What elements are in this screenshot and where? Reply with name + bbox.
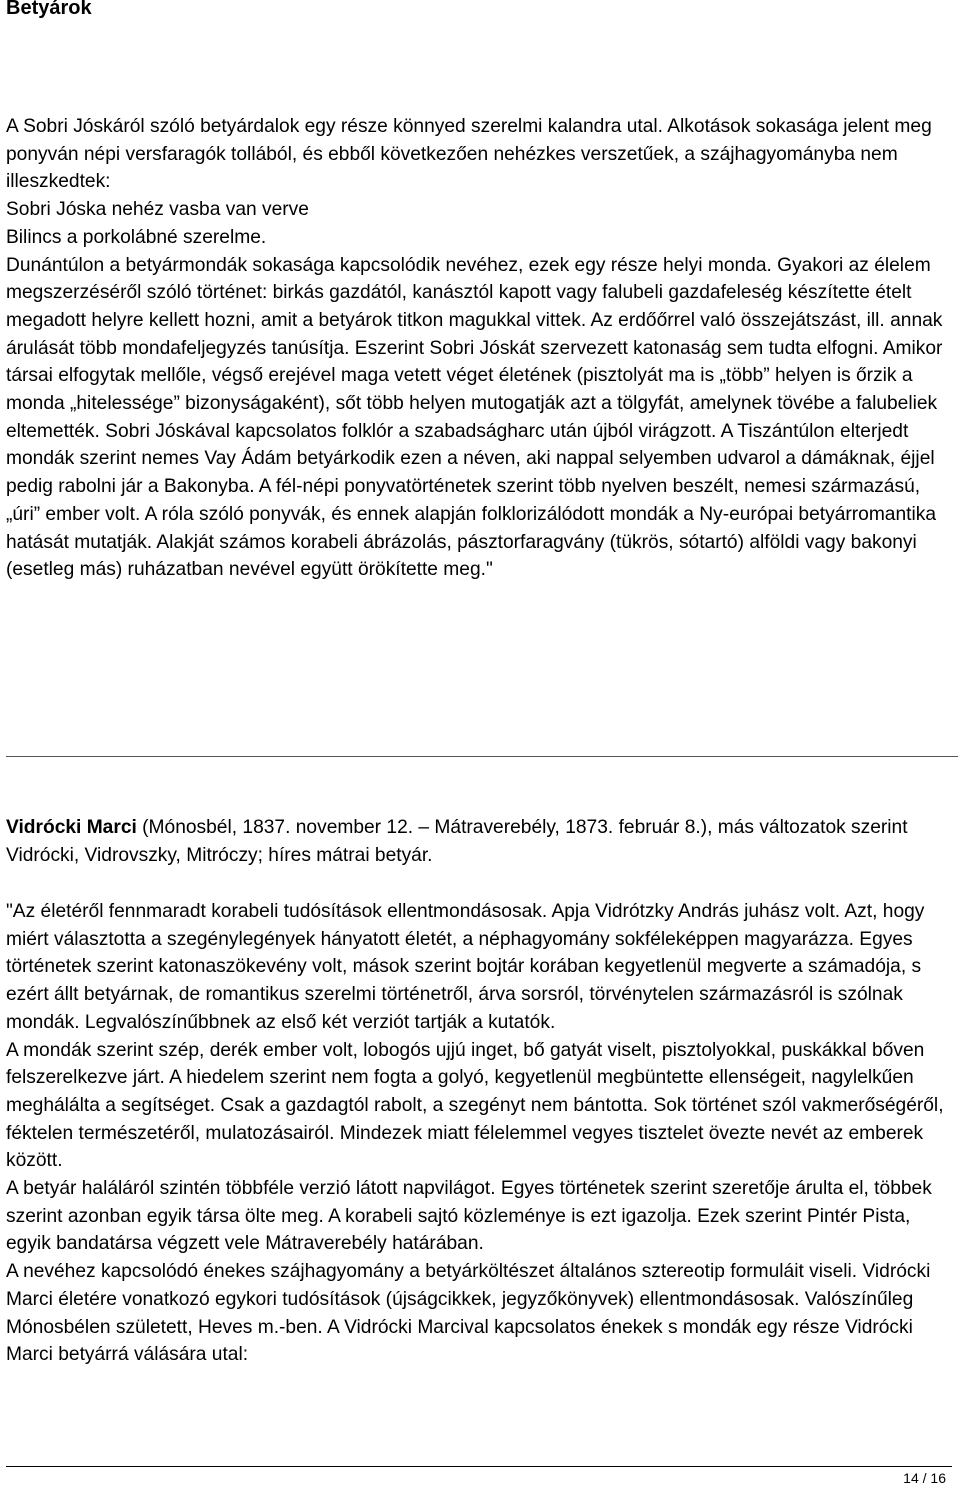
section-divider: [6, 756, 958, 757]
verse-line-1: Sobri Jóska nehéz vasba van verve: [6, 199, 309, 221]
paragraph-vidrocki-life: "Az életéről fennmaradt korabeli tudósítások ellentmondásosak. Apja Vidrótzky András juhász volt. Azt, hogy miért választotta a szegénylegények hányatott életét, a néphagyomány sokféleképpen magyarázza. Egyes történetek szerint katonaszökevény volt, mások szerint bojtár korában kegyetlenül megverte a számadója, s ezért állt betyárnak, de romantikus szerelmi történetről, árva sorsról, törvénytelen származásról is szólnak mondák. Legvalószínűbbnek az első két verziót tartják a kutatók.: [6, 901, 925, 1033]
vidrocki-name: Vidrócki Marci: [6, 817, 137, 838]
vidrocki-intro-text: (Mónosbél, 1837. november 12. – Mátraverebély, 1873. február 8.), más változatok szerint Vidrócki, Vidrovszky, Mitróczy; híres mátrai betyár.: [6, 817, 908, 866]
sobri-section: [6, 113, 956, 584]
paragraph-sobri-legends: Dunántúlon a betyármondák sokasága kapcsolódik nevéhez, ezek egy része helyi monda. Gyakori az élelem megszerzéséről szóló történet: birkás gazdától, kanásztól kapott vagy falubeli gazdafeleség készítette ételt megadott helyre kellett hozni, amit a betyárok titkon magukkal vittek. Az erdőőrrel való összejátszást, ill. annak árulását több mondafeljegyzés tanúsítja. Eszerint Sobri Jóskát szervezett katonaság sem tudta elfogni. Amikor társai elfogytak mellőle, végső erejével maga vetett véget életének (pisztolyát ma is „több” helyen is őrzik a monda „hitelessége” bizonyságaként), sőt több helyen mutogatják azt a tölgyfát, amelynek tövébe a falubeliek eltemették. Sobri Jóskával kapcsolatos folklór a szabadságharc után újból virágzott. A Tiszántúlon elterjedt mondák szerint nemes Vay Ádám betyárkodik ezen a néven, aki nappal selyemben udvarol a dámáknak, éjjel pedig rabolni jár a Bakonyba. A fél-népi ponyvatörténetek szerint több nyelven beszélt, nemesi származású, „úri” ember volt. A róla szóló ponyvák, és ennek alapján folklorizálódott mondák a Ny-európai betyárromantika hatását mutatják. Alakját számos korabeli ábrázolás, pásztorfaragvány (tükrös, sótartó) alföldi vagy bakonyi (esetleg más) ruházatban nevével együtt örökítette meg.": [6, 254, 943, 581]
vidrocki-intro: [6, 814, 956, 869]
vidrocki-section: [6, 898, 956, 1369]
page-title: Betyárok: [6, 0, 92, 19]
paragraph-vidrocki-legends: A mondák szerint szép, derék ember volt, lobogós ujjú inget, bő gatyát viselt, pisztolyokkal, puskákkal bőven felszerelkezve járt. A hiedelem szerint nem fogta a golyó, kegyetlenül megbüntette ellenségeit, nagylelkűen meghálálta a segítséget. Csak a gazdagtól rabolt, a szegényt nem bántotta. Sok történet szól vakmerőségéről, féktelen természetéről, mulatozásairól. Mindezek miatt félelemmel vegyes tisztelet övezte nevét az emberek között.: [6, 1039, 944, 1172]
verse-line-2: Bilincs a porkolábné szerelme.: [6, 226, 267, 248]
paragraph-vidrocki-intro: [6, 814, 956, 869]
paragraph-sobri-intro: A Sobri Jóskáról szóló betyárdalok egy része könnyed szerelmi kalandra utal. Alkotások sokasága jelent meg ponyván népi versfaragók tollából, és ebből következően nehézkes verszetűek, a szájhagyományba nem illeszkedtek:: [6, 116, 932, 193]
paragraph-vidrocki-tradition: A nevéhez kapcsolódó énekes szájhagyomány a betyárköltészet általános sztereotip formuláit viseli. Vidrócki Marci életére vonatkozó egykori tudósítások (újságcikkek, jegyzőkönyvek) ellentmondásosak. Valószínűleg Mónosbélen született, Heves m.-ben. A Vidrócki Marcival kapcsolatos énekek s mondák egy része Vidrócki Marci betyárrá válására utal:: [6, 1261, 931, 1366]
page-number: 14 / 16: [903, 1470, 946, 1486]
paragraph-vidrocki-death: A betyár haláláról szintén többféle verzió látott napvilágot. Egyes történetek szerint szeretője árulta el, többek szerint azonban egyik társa ölte meg. A korabeli sajtó közleménye is ezt igazolja. Ezek szerint Pintér Pista, egyik bandatársa végzett vele Mátraverebély határában.: [6, 1178, 932, 1255]
footer-rule: [6, 1466, 952, 1467]
